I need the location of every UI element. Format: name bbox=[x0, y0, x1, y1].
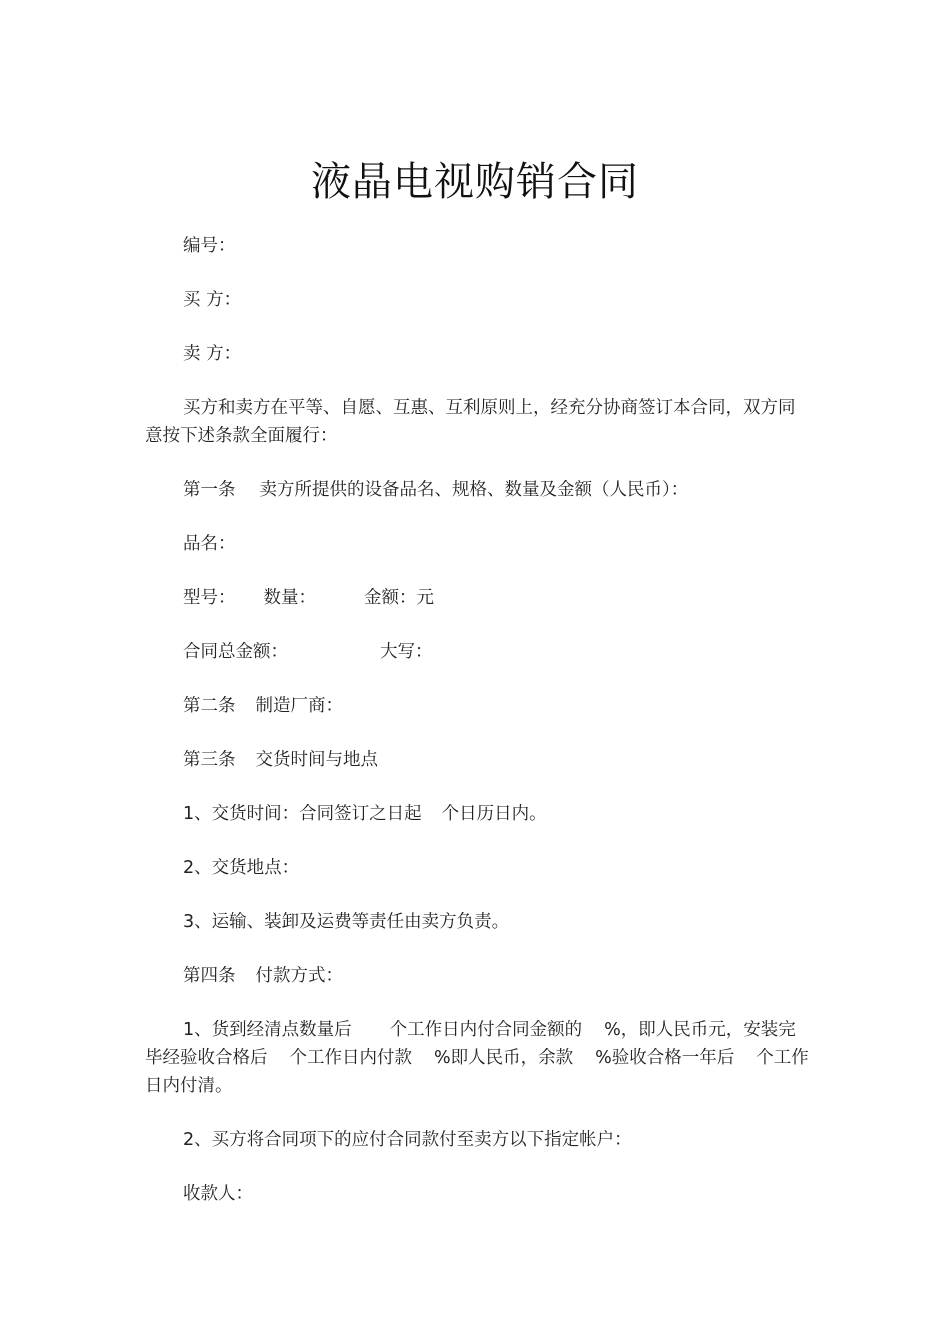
article-1-heading: 第一条 bbox=[183, 480, 236, 500]
buyer-label: 买 方： bbox=[183, 290, 242, 310]
model-label: 型号： bbox=[183, 588, 236, 608]
payment-text-b: 个工作日内付合同金额的 bbox=[389, 1020, 583, 1040]
intro-paragraph: 买方和卖方在平等、自愿、互惠、互利原则上，经充分协商签订本合同，双方同意按下述条款全面履行： bbox=[145, 398, 796, 446]
transport-line: 3、运输、装卸及运费等责任由卖方负责。 bbox=[183, 912, 510, 932]
article-1 bbox=[183, 476, 688, 504]
page-title: 液晶电视购销合同 bbox=[311, 159, 639, 205]
payment-text-g: 个工作日内付清。 bbox=[145, 1048, 809, 1096]
delivery-time-suffix: 个日历日内。 bbox=[441, 804, 547, 824]
article-3-heading: 第三条 bbox=[183, 750, 236, 770]
article-4-text: 付款方式： bbox=[255, 966, 343, 986]
amount-label: 金额： bbox=[364, 588, 417, 608]
payment-clause-1 bbox=[145, 1016, 810, 1100]
uppercase-amount-label: 大写： bbox=[380, 642, 433, 662]
article-3-text: 交货时间与地点 bbox=[255, 750, 378, 770]
article-4 bbox=[183, 962, 343, 990]
contract-number-label: 编号： bbox=[183, 236, 236, 256]
payment-text-e: %即人民币，余款 bbox=[434, 1048, 574, 1068]
payment-text-d: 个工作日内付款 bbox=[289, 1048, 412, 1068]
article-4-heading: 第四条 bbox=[183, 966, 236, 986]
total-line bbox=[183, 638, 433, 666]
article-2 bbox=[183, 692, 343, 720]
payee-label: 收款人： bbox=[183, 1184, 253, 1204]
total-amount-label: 合同总金额： bbox=[183, 642, 288, 662]
spec-line bbox=[183, 584, 434, 612]
delivery-time-text: 1、交货时间：合同签订之日起 bbox=[183, 804, 422, 824]
quantity-label: 数量： bbox=[263, 588, 316, 608]
article-3 bbox=[183, 746, 378, 774]
amount-unit: 元 bbox=[416, 588, 434, 608]
article-2-text: 制造厂商： bbox=[255, 696, 343, 716]
payment-clause-2: 2、买方将合同项下的应付合同款付至卖方以下指定帐户： bbox=[183, 1130, 632, 1150]
delivery-time-line bbox=[183, 800, 547, 828]
delivery-place-line: 2、交货地点： bbox=[183, 858, 300, 878]
product-name-label: 品名： bbox=[183, 534, 236, 554]
payment-text-c: %，即人民币元，安装完毕经验收合格后 bbox=[145, 1020, 796, 1068]
article-1-text: 卖方所提供的设备品名、规格、数量及金额（人民币）： bbox=[259, 480, 689, 500]
payment-text-f: %验收合格一年后 bbox=[595, 1048, 735, 1068]
seller-label: 卖 方： bbox=[183, 344, 242, 364]
article-2-heading: 第二条 bbox=[183, 696, 236, 716]
payment-text-a: 1、货到经清点数量后 bbox=[183, 1020, 352, 1040]
